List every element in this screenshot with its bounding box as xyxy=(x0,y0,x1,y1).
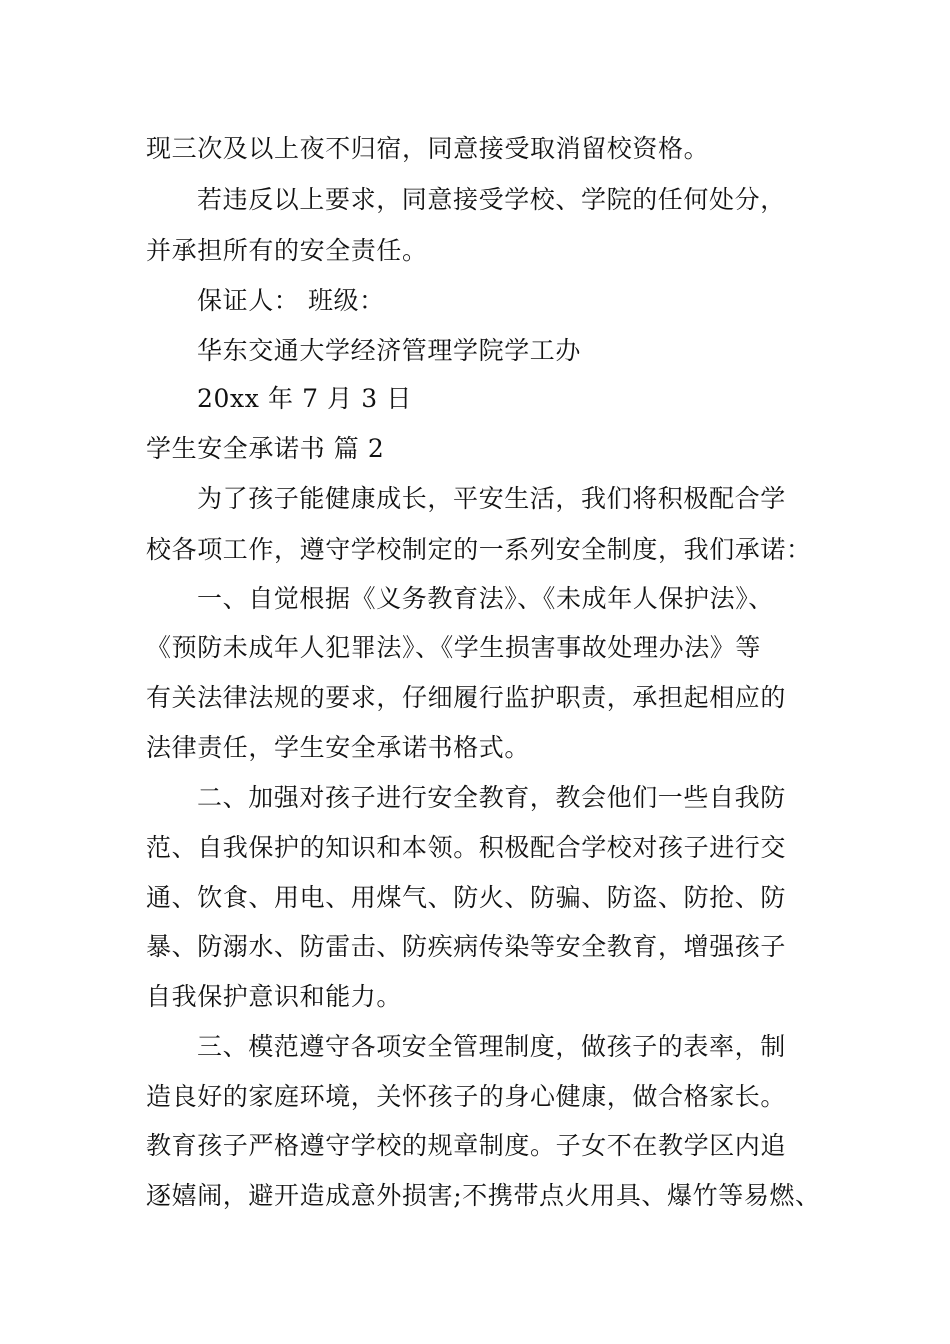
text-line: 现三次及以上夜不归宿，同意接受取消留校资格。 xyxy=(146,134,710,163)
text-line: 范、自我保护的知识和本领。积极配合学校对孩子进行交 xyxy=(146,833,787,862)
text-line: 为了孩子能健康成长，平安生活，我们将积极配合学 xyxy=(197,484,786,513)
text-line: 暴、防溺水、防雷击、防疾病传染等安全教育，增强孩子 xyxy=(146,932,787,961)
signatory-line: 保证人： 班级： xyxy=(197,286,385,315)
issuer-line: 华东交通大学经济管理学院学工办 xyxy=(197,336,582,365)
text-line: 通、饮食、用电、用煤气、防火、防骗、防盗、防抢、防 xyxy=(146,883,787,912)
text-line: 一、自觉根据《义务教育法》、《未成年人保护法》、 xyxy=(197,584,774,613)
text-line: 若违反以上要求，同意接受学校、学院的任何处分， xyxy=(197,185,786,214)
text-line: 校各项工作，遵守学校制定的一系列安全制度，我们承诺： xyxy=(146,535,812,564)
text-line: 造良好的家庭环境，关怀孩子的身心健康，做合格家长。 xyxy=(146,1082,787,1111)
text-line: 二、加强对孩子进行安全教育，教会他们一些自我防 xyxy=(197,783,786,812)
text-line: 三、模范遵守各项安全管理制度，做孩子的表率，制 xyxy=(197,1032,786,1061)
text-line: 《预防未成年人犯罪法》、《学生损害事故处理办法》等 xyxy=(146,633,762,662)
text-line: 有关法律法规的要求，仔细履行监护职责，承担起相应的 xyxy=(146,683,787,712)
section-heading: 学生安全承诺书 篇 2 xyxy=(146,434,385,463)
text-line: 自我保护意识和能力。 xyxy=(146,982,403,1011)
date-line: 20xx 年 7 月 3 日 xyxy=(197,384,412,413)
text-line: 并承担所有的安全责任。 xyxy=(146,236,428,265)
text-line: 法律责任，学生安全承诺书格式。 xyxy=(146,733,531,762)
text-line: 教育孩子严格遵守学校的规章制度。子女不在教学区内追 xyxy=(146,1131,787,1160)
text-line: 逐嬉闹，避开造成意外损害;不携带点火用具、爆竹等易燃、 xyxy=(146,1181,821,1210)
